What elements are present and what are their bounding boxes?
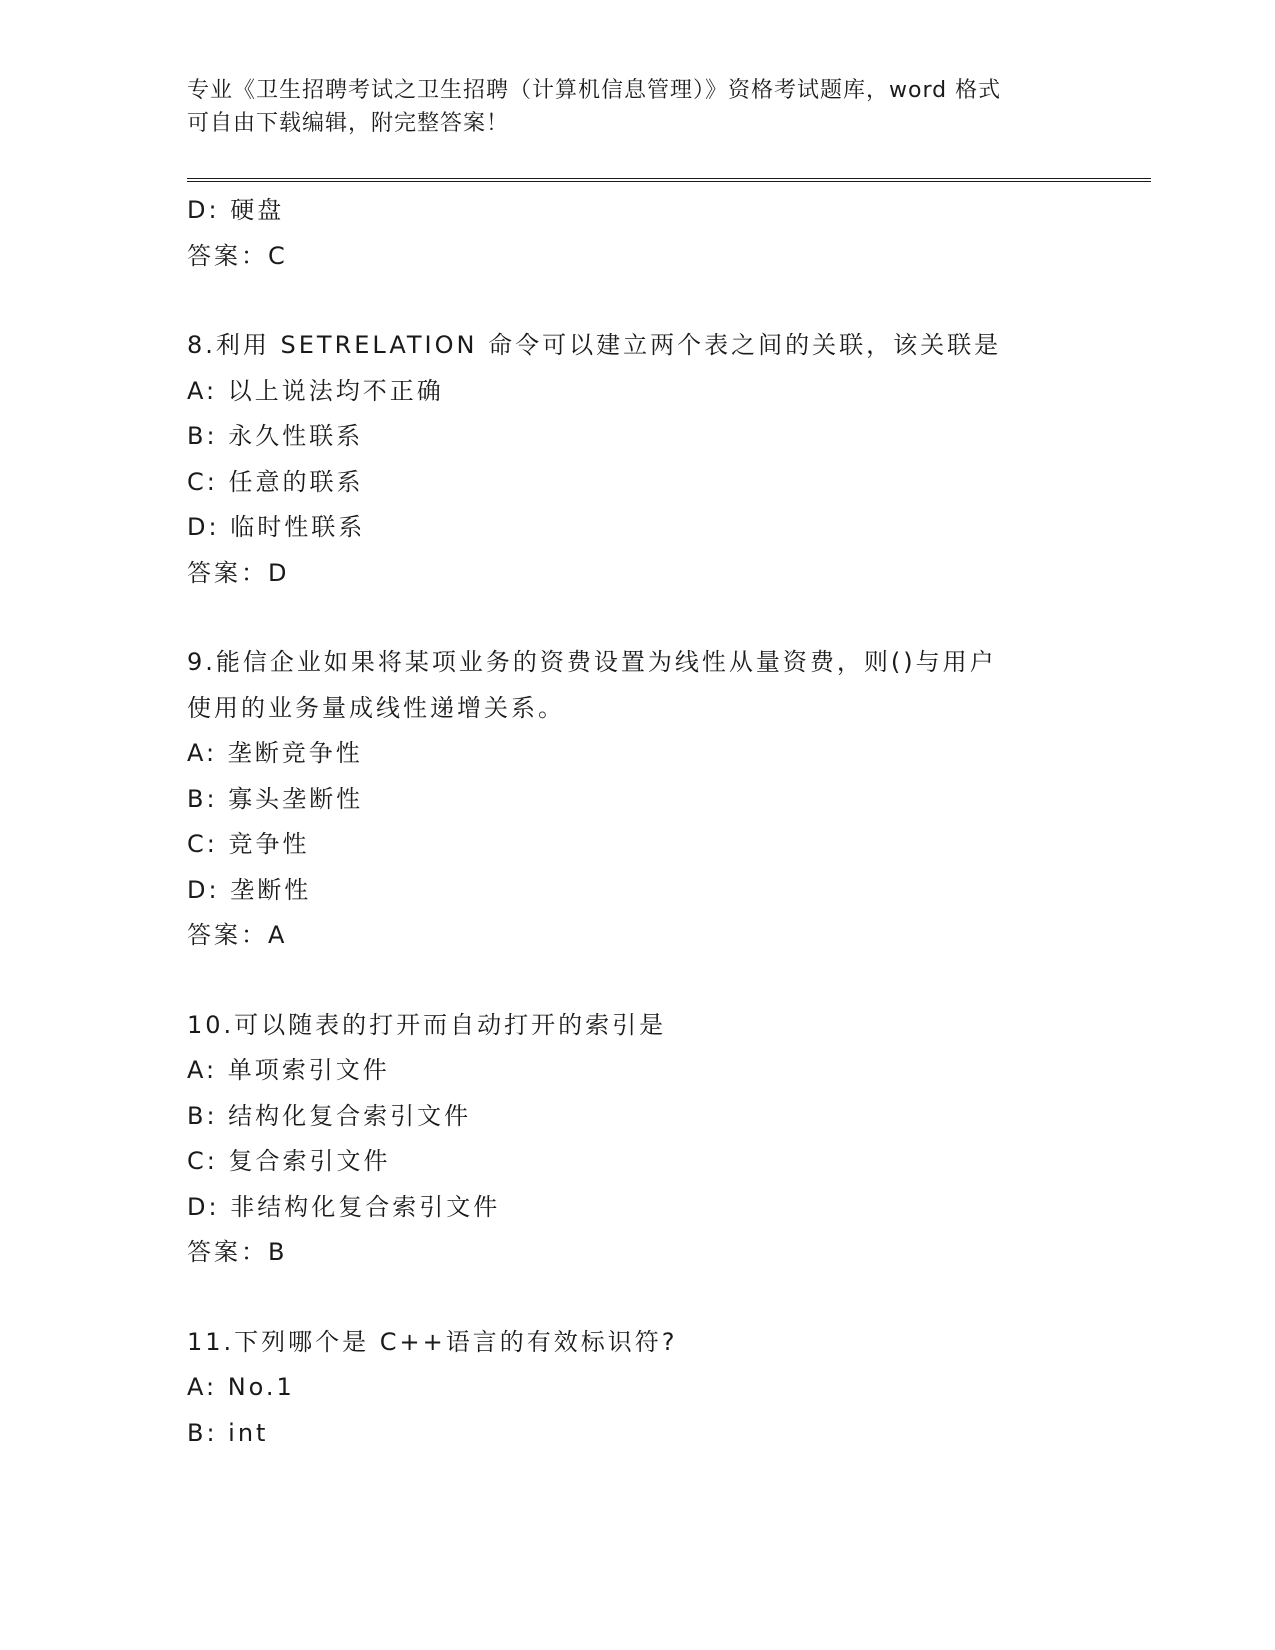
option-c: C: 任意的联系: [187, 467, 364, 496]
option-b: B: 寡头垄断性: [187, 784, 364, 813]
question-11: [187, 1320, 1147, 1457]
answer: 答案：B: [187, 1238, 288, 1266]
option-b: B: int: [187, 1418, 269, 1447]
header-divider: [187, 178, 1151, 182]
question-text: 10.可以随表的打开而自动打开的索引是: [187, 1010, 667, 1039]
option-d: D: 垄断性: [187, 875, 312, 904]
answer: 答案：A: [187, 921, 288, 949]
header-line-2: 可自由下载编辑，附完整答案！: [187, 111, 510, 136]
document-header: [187, 74, 1067, 140]
option-a: A: 以上说法均不正确: [187, 376, 444, 405]
question-10: [187, 1003, 1147, 1276]
option-d: D: 非结构化复合索引文件: [187, 1192, 501, 1221]
answer: 答案：C: [187, 241, 288, 270]
answer: 答案：D: [187, 558, 290, 587]
question-text: 9.能信企业如果将某项业务的资费设置为线性从量资费，则()与用户: [187, 648, 997, 676]
option-a: A: 单项索引文件: [187, 1056, 390, 1084]
option-a: A: 垄断竞争性: [187, 739, 363, 767]
option-a: A: No.1: [187, 1373, 295, 1401]
option-c: C: 复合索引文件: [187, 1147, 391, 1175]
option-b: B: 结构化复合索引文件: [187, 1101, 472, 1130]
option-d: D: 临时性联系: [187, 513, 366, 541]
question-text-cont: 使用的业务量成线性递增关系。: [187, 693, 565, 722]
header-line-1: 专业《卫生招聘考试之卫生招聘（计算机信息管理）》资格考试题库，word 格式: [187, 78, 1002, 103]
option-b: B: 永久性联系: [187, 422, 364, 450]
question-text: 8.利用 SETRELATION 命令可以建立两个表之间的关联，该关联是: [187, 331, 1002, 359]
option-c: C: 竞争性: [187, 830, 310, 858]
question-text: 11.下列哪个是 C++语言的有效标识符?: [187, 1327, 678, 1356]
question-list: [187, 188, 1147, 1456]
option-d: D: 硬盘: [187, 196, 285, 224]
question-9: [187, 640, 1147, 959]
question-8: [187, 323, 1147, 596]
